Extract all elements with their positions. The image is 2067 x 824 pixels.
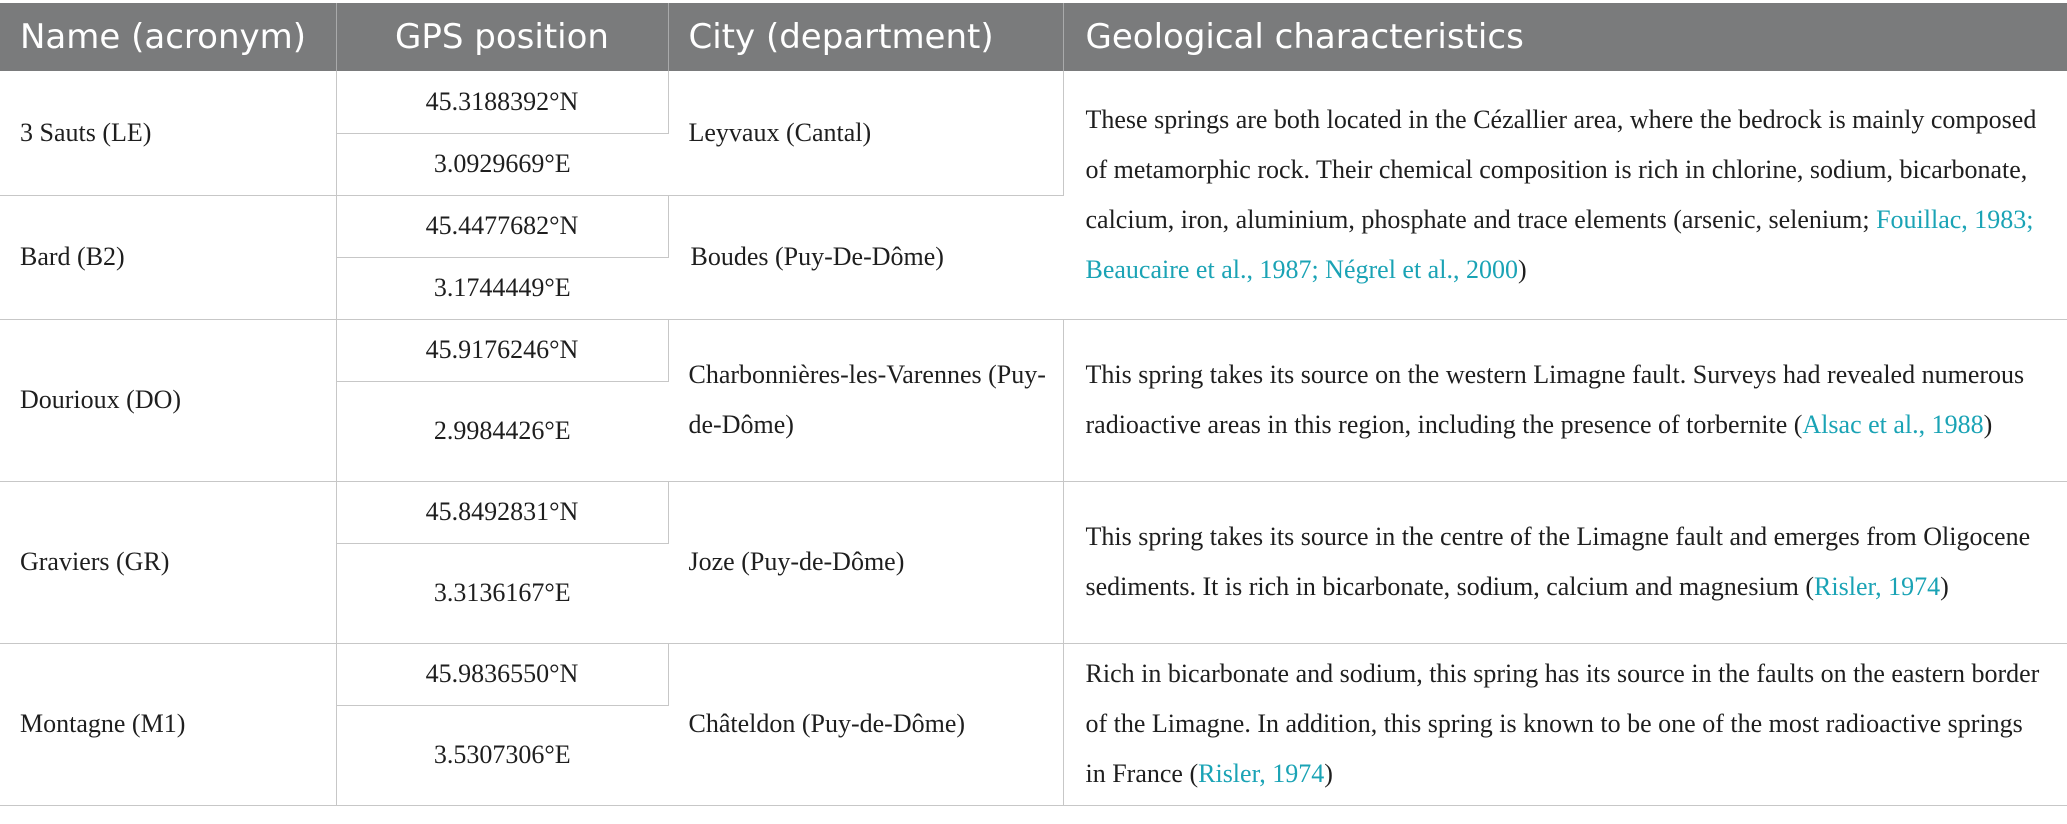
header-city: City (department) (668, 3, 1063, 71)
header-geology: Geological characteristics (1063, 3, 2067, 71)
latitude-cell: 45.4477682°N (336, 195, 668, 257)
longitude-cell: 3.1744449°E (336, 257, 668, 319)
city-cell: Joze (Puy-de-Dôme) (668, 481, 1063, 643)
city-cell: Boudes (Puy-De-Dôme) (668, 195, 1063, 319)
city-cell: Leyvaux (Cantal) (668, 71, 1063, 195)
city-cell: Châteldon (Puy-de-Dôme) (668, 643, 1063, 805)
city-cell: Charbonnières-les-Varennes (Puy-de-Dôme) (668, 319, 1063, 481)
geology-text-end: ) (1517, 254, 1527, 284)
longitude-cell: 3.0929669°E (336, 133, 668, 195)
springs-table (0, 3, 2067, 806)
table-row (0, 319, 2067, 381)
name-cell: Montagne (M1) (0, 643, 336, 805)
name-cell: Graviers (GR) (0, 481, 336, 643)
latitude-cell: 45.3188392°N (336, 71, 668, 133)
longitude-cell: 3.3136167°E (336, 543, 668, 643)
table-row (0, 481, 2067, 543)
citation-link[interactable]: Risler, 1974 (1198, 759, 1325, 788)
longitude-cell: 2.9984426°E (336, 381, 668, 481)
citation-link[interactable]: Fouillac, 1983; Beaucaire et al., 1987; Négrel et al., 2000 (1085, 204, 2034, 284)
name-cell: 3 Sauts (LE) (0, 71, 336, 195)
geology-text: This spring takes its source in the centre of the Limagne fault and emerges from Oligocene sediments. It is rich in bicarbonate, sodium, calcium and magnesium ( (1085, 522, 2031, 601)
table-row (0, 71, 2067, 133)
geology-text: These springs are both located in the Cézallier area, where the bedrock is mainly composed of metamorphic rock. Their chemical composition is rich in chlorine, sodium, bicarbonate, calcium, iron, aluminium, phosphate and trace elements (arsenic, selenium; (1085, 104, 2037, 234)
geology-text: Rich in bicarbonate and sodium, this spring has its source in the faults on the eastern border of the Limagne. In addition, this spring is known to be one of the most radioactive springs in France ( (1085, 659, 2040, 788)
geology-text: This spring takes its source on the western Limagne fault. Surveys had revealed numerous radioactive areas in this region, including the presence of torbernite ( (1085, 360, 2025, 439)
header-name: Name (acronym) (0, 3, 336, 71)
geology-text-end: ) (1983, 410, 1993, 439)
citation-link[interactable]: Risler, 1974 (1814, 572, 1941, 601)
table-row (0, 643, 2067, 705)
geology-cell (1063, 319, 2067, 481)
latitude-cell: 45.9176246°N (336, 319, 668, 381)
citation-link[interactable]: Alsac et al., 1988 (1802, 410, 1984, 439)
geology-cell (1063, 71, 2067, 319)
longitude-cell: 3.5307306°E (336, 705, 668, 805)
geology-text-end: ) (1940, 572, 1949, 601)
geology-cell (1063, 481, 2067, 643)
header-gps: GPS position (336, 3, 668, 71)
latitude-cell: 45.9836550°N (336, 643, 668, 705)
name-cell: Bard (B2) (0, 195, 336, 319)
name-cell: Dourioux (DO) (0, 319, 336, 481)
table-header-row (0, 3, 2067, 71)
latitude-cell: 45.8492831°N (336, 481, 668, 543)
geology-cell (1063, 643, 2067, 805)
geology-text-end: ) (1324, 759, 1333, 788)
springs-table-container (0, 3, 2067, 806)
